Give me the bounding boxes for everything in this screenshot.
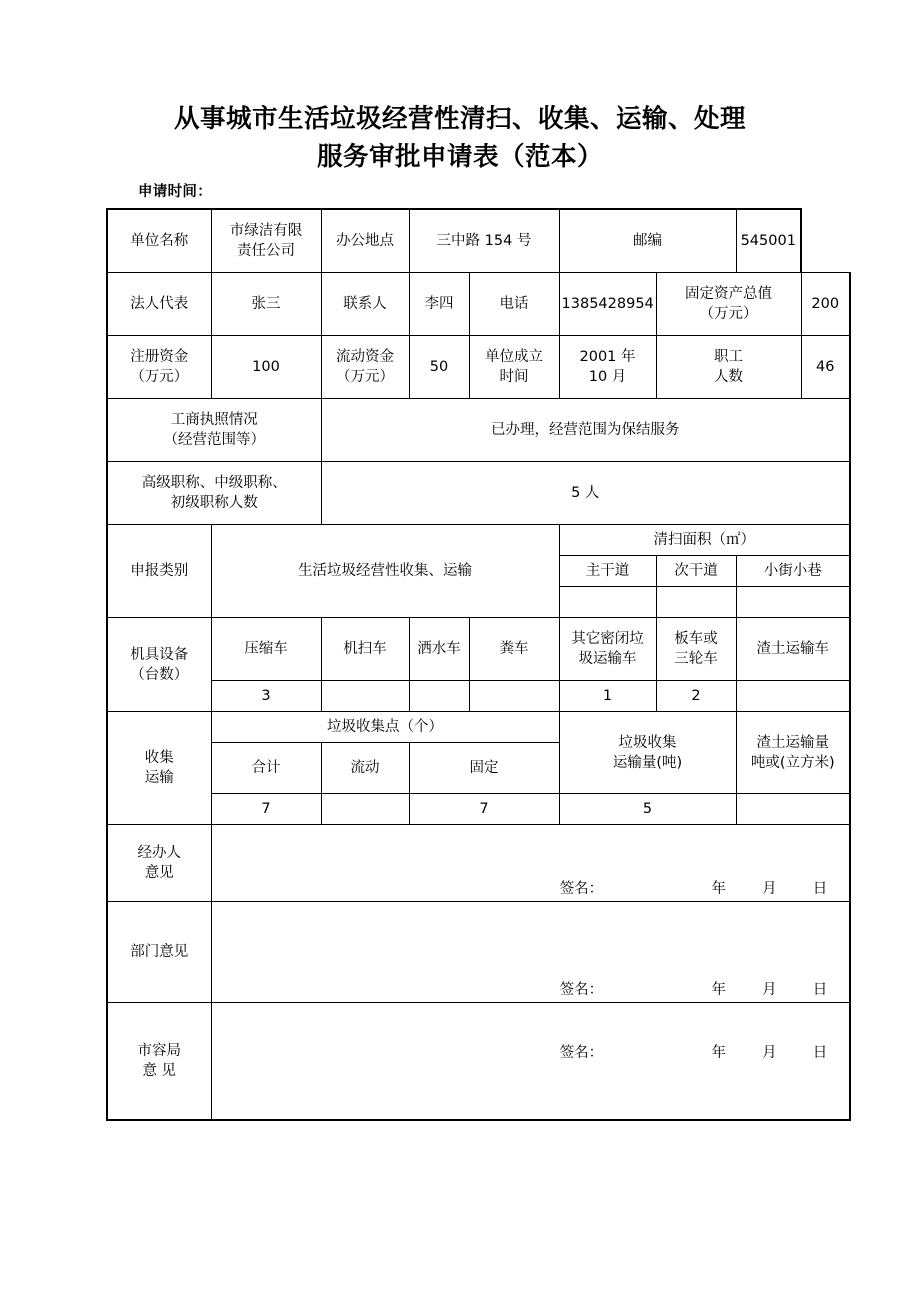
header-cart-tricycle-line1: 板车或 — [674, 631, 718, 647]
department-month-label: 月 — [762, 982, 777, 998]
label-unit-name: 单位名称 — [107, 209, 211, 273]
label-department-opinion: 部门意见 — [107, 902, 211, 1003]
document-title — [0, 100, 920, 176]
header-slag-truck: 渣土运输车 — [736, 618, 850, 681]
label-declaration-category: 申报类别 — [107, 525, 211, 618]
table-row-equipment-values — [107, 681, 850, 712]
label-professional-titles-line2: 初级职称人数 — [170, 495, 258, 511]
department-date-fields — [696, 982, 843, 998]
label-business-license-line1: 工商执照情况 — [170, 412, 258, 428]
label-collection-transport-line1: 收集 — [144, 750, 174, 766]
label-fixed-assets-line2: （万元） — [699, 306, 758, 322]
table-row-unit — [107, 209, 850, 273]
header-sealed-garbage-truck — [559, 618, 656, 681]
value-founded-time-line2: 10 月 — [588, 369, 627, 385]
value-manure-truck[interactable] — [469, 681, 559, 712]
table-row-legal-rep — [107, 273, 850, 336]
label-registered-capital-line2: （万元） — [130, 369, 189, 385]
header-mobile-points: 流动 — [321, 743, 409, 794]
value-transport-volume[interactable]: 5 — [559, 794, 736, 825]
header-sprinkler-truck: 洒水车 — [409, 618, 469, 681]
field-handler-opinion[interactable] — [211, 825, 850, 902]
label-professional-titles-line1: 高级职称、中级职称、 — [141, 475, 287, 491]
label-working-capital — [321, 336, 409, 399]
table-row-handler-opinion — [107, 825, 850, 902]
label-business-license-line2: （经营范围等） — [163, 432, 265, 448]
label-working-capital-line1: 流动资金 — [336, 349, 394, 365]
value-phone: 1385428954 — [559, 273, 656, 336]
value-sealed-garbage-truck[interactable]: 1 — [559, 681, 656, 712]
value-sprinkler-truck[interactable] — [409, 681, 469, 712]
value-unit-name-line1: 市绿洁有限 — [229, 223, 303, 239]
label-professional-titles — [107, 462, 321, 525]
value-compactor-truck[interactable]: 3 — [211, 681, 321, 712]
label-bureau-opinion-line1: 市容局 — [137, 1043, 181, 1059]
label-collection-transport — [107, 712, 211, 825]
value-main-road[interactable] — [559, 587, 656, 618]
table-row-category-area-header — [107, 525, 850, 556]
header-sealed-garbage-truck-line1: 其它密闭垃 — [571, 631, 644, 647]
label-collection-transport-line2: 运输 — [144, 770, 174, 786]
bureau-signature-line — [560, 1043, 843, 1063]
table-row-equipment-headers — [107, 618, 850, 681]
label-equipment-line2: （台数） — [130, 666, 189, 683]
label-registered-capital-line1: 注册资金 — [130, 349, 189, 365]
table-row-collection-values — [107, 794, 850, 825]
bureau-signature-label: 签名： — [559, 1045, 604, 1061]
department-signature-label: 签名： — [559, 982, 604, 998]
header-secondary-road: 次干道 — [656, 556, 736, 587]
value-professional-titles: 5 人 — [321, 462, 850, 525]
header-cart-tricycle — [656, 618, 736, 681]
label-handler-opinion-line2: 意见 — [144, 865, 174, 881]
value-working-capital: 50 — [409, 336, 469, 399]
value-alley[interactable] — [736, 587, 850, 618]
header-cleaning-area: 清扫面积（㎡） — [559, 525, 850, 556]
label-business-license — [107, 399, 321, 462]
title-line-1: 从事城市生活垃圾经营性清扫、收集、运输、处理 — [173, 104, 746, 134]
value-unit-name-line2: 责任公司 — [237, 243, 295, 259]
value-unit-name — [211, 209, 321, 273]
handler-date-fields — [696, 881, 843, 897]
header-slag-volume-line1: 渣土运输量 — [756, 734, 830, 751]
label-handler-opinion-line1: 经办人 — [137, 845, 181, 861]
header-transport-volume-line2: 运输量(吨) — [612, 754, 683, 771]
value-total-points[interactable]: 7 — [211, 794, 321, 825]
handler-month-label: 月 — [762, 881, 777, 897]
label-staff-count-line1: 职工 — [714, 349, 744, 365]
bureau-day-label: 日 — [812, 1045, 828, 1061]
table-row-business-license — [107, 399, 850, 462]
value-slag-volume[interactable] — [736, 794, 850, 825]
label-equipment-line1: 机具设备 — [130, 646, 189, 663]
value-fixed-assets: 200 — [801, 273, 850, 336]
department-year-label: 年 — [711, 982, 727, 998]
header-total-points: 合计 — [211, 743, 321, 794]
label-working-capital-line2: （万元） — [336, 369, 394, 385]
table-row-department-opinion — [107, 902, 850, 1003]
label-bureau-opinion — [107, 1003, 211, 1121]
value-slag-truck[interactable] — [736, 681, 850, 712]
table-row-bureau-opinion — [107, 1003, 850, 1121]
value-fixed-points[interactable]: 7 — [409, 794, 559, 825]
department-signature-line — [560, 980, 843, 1000]
value-founded-time-line1: 2001 年 — [579, 349, 636, 365]
handler-signature-line — [560, 879, 843, 899]
label-handler-opinion — [107, 825, 211, 902]
label-office-location: 办公地点 — [321, 209, 409, 273]
header-main-road: 主干道 — [559, 556, 656, 587]
value-office-location: 三中路 154 号 — [409, 209, 559, 273]
handler-day-label: 日 — [812, 881, 828, 897]
value-founded-time — [559, 336, 656, 399]
label-contact-person: 联系人 — [321, 273, 409, 336]
department-day-label: 日 — [812, 982, 828, 998]
label-staff-count-line2: 人数 — [714, 369, 744, 385]
value-contact-person: 李四 — [409, 273, 469, 336]
value-mobile-points[interactable] — [321, 794, 409, 825]
header-compactor-truck: 压缩车 — [211, 618, 321, 681]
value-postcode: 545001 — [736, 209, 801, 273]
handler-year-label: 年 — [711, 881, 727, 897]
header-sweeper-truck: 机扫车 — [321, 618, 409, 681]
label-fixed-assets — [656, 273, 801, 336]
header-collection-points: 垃圾收集点（个） — [211, 712, 559, 743]
field-bureau-opinion[interactable] — [211, 1003, 850, 1121]
label-founded-time-line1: 单位成立 — [485, 349, 543, 365]
header-sealed-garbage-truck-line2: 圾运输车 — [578, 651, 637, 667]
bureau-month-label: 月 — [762, 1045, 777, 1061]
application-form-table — [106, 208, 851, 1121]
label-postcode: 邮编 — [559, 209, 736, 273]
label-bureau-opinion-line2: 意 见 — [142, 1063, 177, 1079]
value-secondary-road[interactable] — [656, 587, 736, 618]
label-fixed-assets-line1: 固定资产总值 — [685, 286, 773, 302]
field-department-opinion[interactable] — [211, 902, 850, 1003]
header-manure-truck: 粪车 — [469, 618, 559, 681]
handler-signature-label: 签名： — [559, 881, 604, 897]
value-staff-count: 46 — [801, 336, 850, 399]
value-business-license: 已办理，经营范围为保结服务 — [321, 399, 850, 462]
value-cart-tricycle[interactable]: 2 — [656, 681, 736, 712]
header-transport-volume-line1: 垃圾收集 — [618, 734, 677, 751]
value-declaration-category: 生活垃圾经营性收集、运输 — [211, 525, 559, 618]
header-transport-volume — [559, 712, 736, 794]
label-registered-capital — [107, 336, 211, 399]
label-founded-time-line2: 时间 — [499, 369, 529, 385]
title-line-2: 服务审批申请表（范本） — [316, 142, 603, 172]
value-legal-rep: 张三 — [211, 273, 321, 336]
value-registered-capital: 100 — [211, 336, 321, 399]
label-equipment — [107, 618, 211, 712]
header-alley: 小街小巷 — [736, 556, 850, 587]
header-cart-tricycle-line2: 三轮车 — [674, 651, 718, 667]
label-legal-rep: 法人代表 — [107, 273, 211, 336]
bureau-year-label: 年 — [711, 1045, 727, 1061]
table-row-capital — [107, 336, 850, 399]
label-founded-time — [469, 336, 559, 399]
table-row-collection-header — [107, 712, 850, 743]
label-staff-count — [656, 336, 801, 399]
table-row-professional-titles — [107, 462, 850, 525]
apply-time-label: 申请时间： — [138, 184, 212, 200]
value-sweeper-truck[interactable] — [321, 681, 409, 712]
header-slag-volume-line2: 吨或(立方米) — [750, 754, 835, 771]
label-phone: 电话 — [469, 273, 559, 336]
bureau-date-fields — [696, 1045, 843, 1061]
header-slag-volume — [736, 712, 850, 794]
header-fixed-points: 固定 — [409, 743, 559, 794]
